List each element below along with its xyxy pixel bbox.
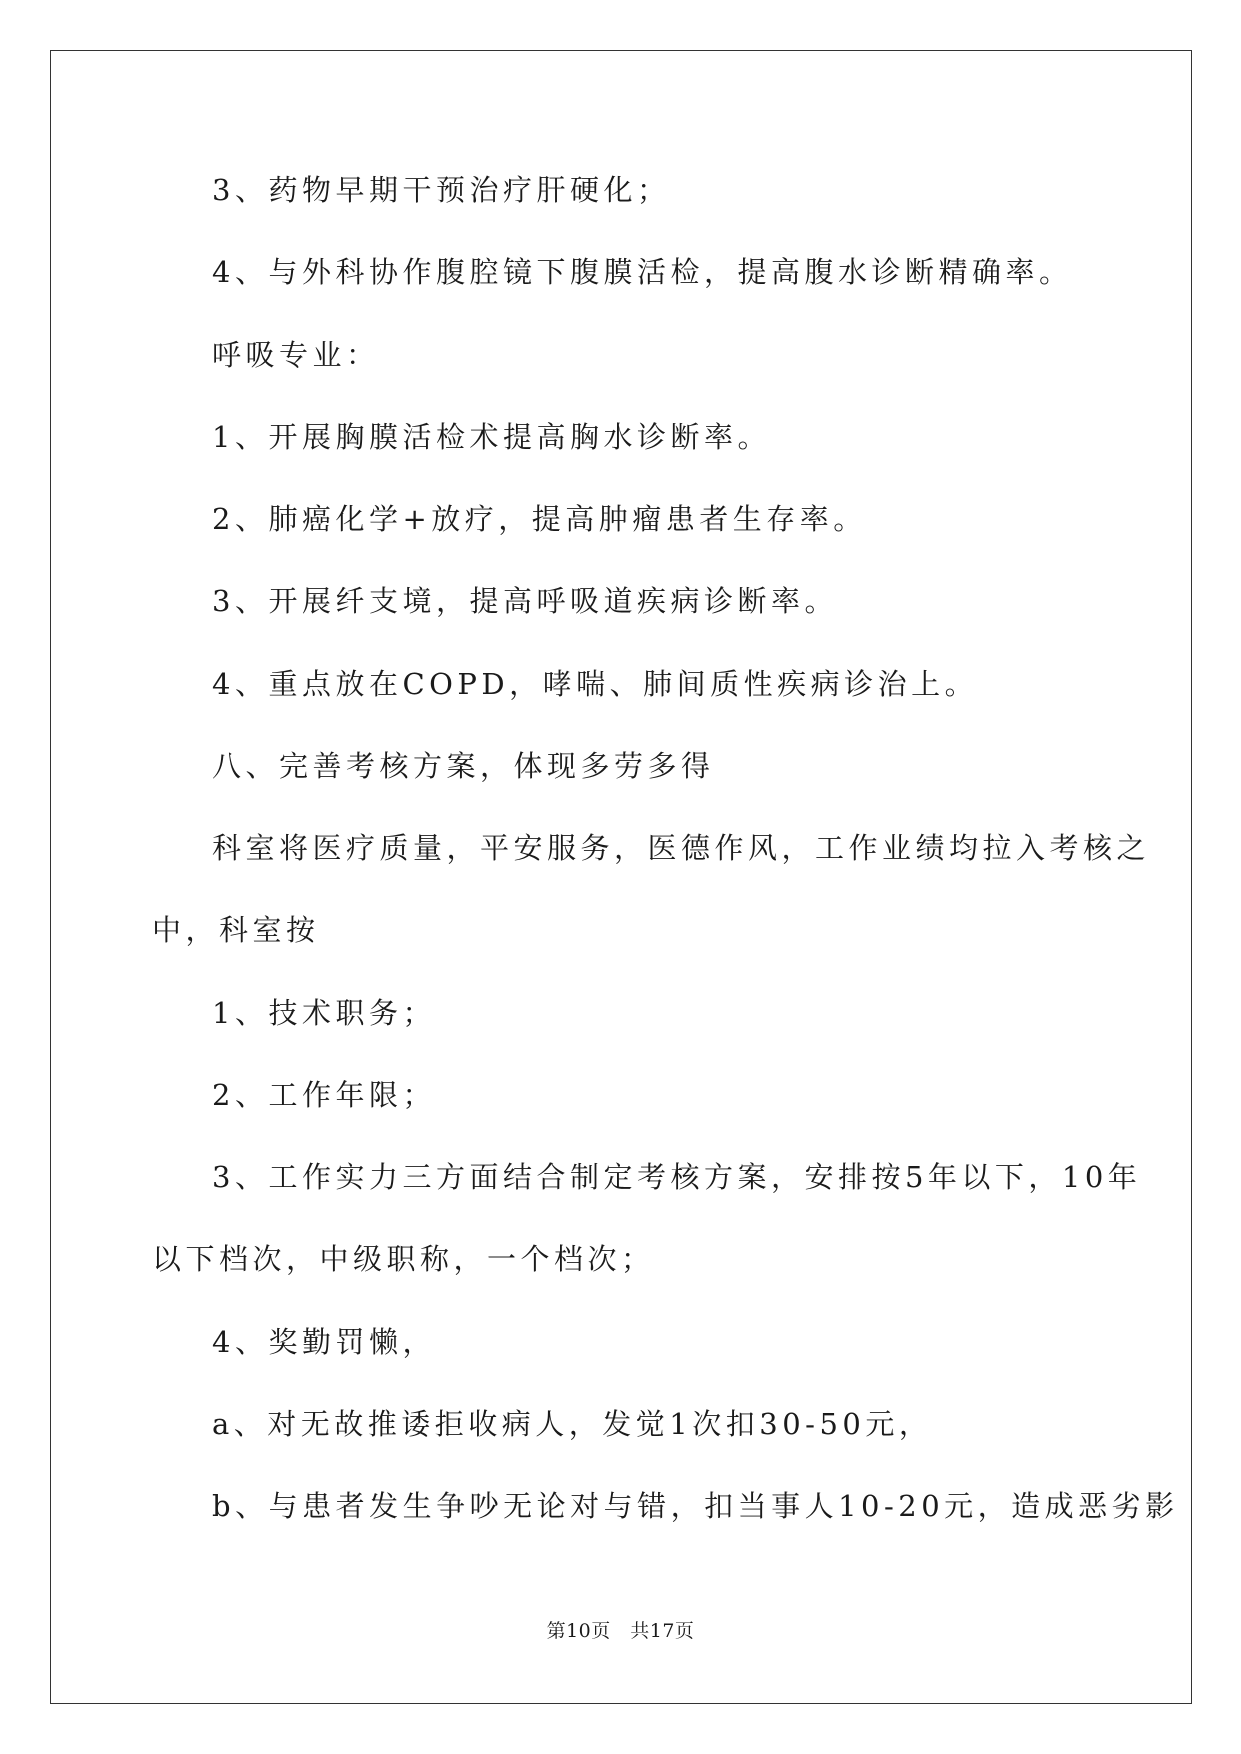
text-line: 呼吸专业：	[212, 338, 380, 372]
text-line: b、与患者发生争吵无论对与错，扣当事人10-20元，造成恶劣影	[212, 1489, 1179, 1523]
text-line: 3、药物早期干预治疗肝硬化；	[212, 173, 671, 207]
text-line: a、对无故推诿拒收病人，发觉1次扣30-50元，	[212, 1407, 933, 1441]
text-line: 4、奖勤罚懒，	[212, 1325, 436, 1359]
text-line: 1、技术职务；	[212, 996, 436, 1030]
text-line: 1、开展胸膜活检术提高胸水诊断率。	[212, 420, 771, 454]
text-line: 中，科室按	[152, 913, 320, 947]
page-number: 第10页 共17页	[546, 1620, 695, 1642]
text-line: 2、肺癌化学+放疗，提高肿瘤患者生存率。	[212, 502, 867, 536]
section-heading: 八、完善考核方案，体现多劳多得	[212, 749, 715, 783]
text-line: 科室将医疗质量，平安服务，医德作风，工作业绩均拉入考核之	[212, 831, 1151, 865]
text-line: 3、开展纤支境，提高呼吸道疾病诊断率。	[212, 584, 838, 618]
text-line: 4、重点放在COPD，哮喘、肺间质性疾病诊治上。	[212, 667, 979, 701]
page-border	[50, 50, 1192, 1704]
text-line: 4、与外科协作腹腔镜下腹膜活检，提高腹水诊断精确率。	[212, 255, 1073, 289]
text-line: 3、工作实力三方面结合制定考核方案，安排按5年以下，10年	[212, 1160, 1142, 1194]
text-line: 2、工作年限；	[212, 1078, 436, 1112]
text-line: 以下档次，中级职称，一个档次；	[152, 1242, 655, 1276]
